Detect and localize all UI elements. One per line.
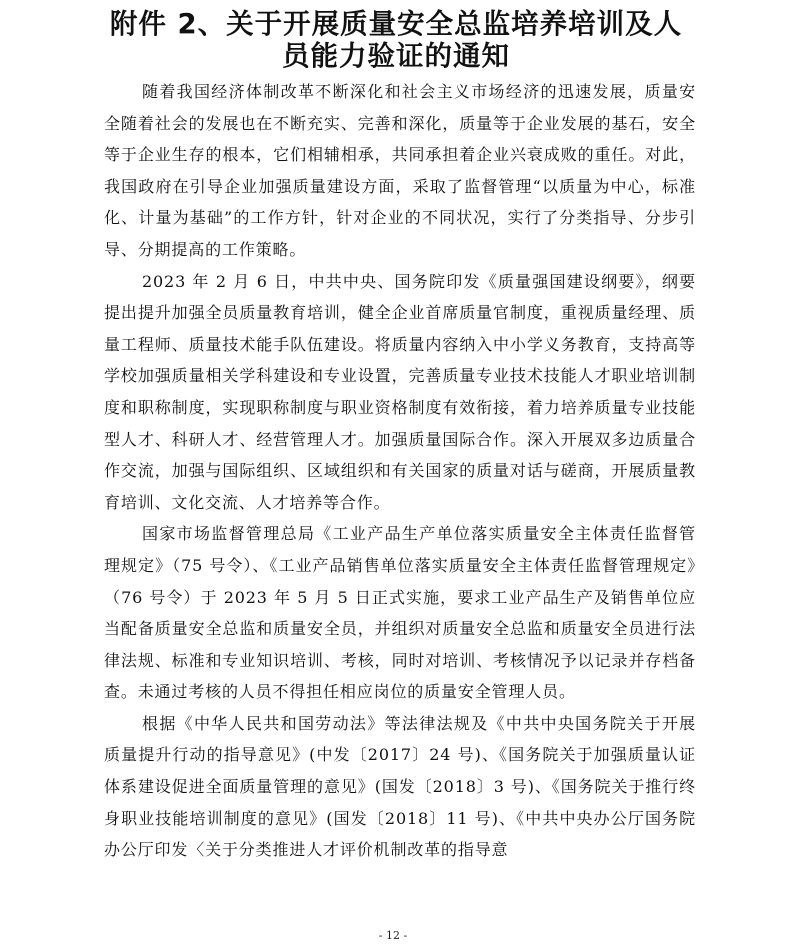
paragraph-regulations: 国家市场监督管理总局《工业产品生产单位落实质量安全主体责任监督管理规定》（75 号令）、《工业产品销售单位落实质量安全主体责任监督管理规定》（76 号令）于 2023 年 5 月 5 日正式实施，要求工业产品生产及销售单位应当配备质量安全总监和质量安全员，并组织对质量安全总监和质量安全员进行法律法规、标准和专业知识培训、考核，同时对培训、考核情况予以记录并存档备查。未通过考核的人员不得担任相应岗位的质量安全管理人员。	[104, 524, 696, 702]
document-body	[104, 76, 696, 866]
paragraph-intro: 随着我国经济体制改革不断深化和社会主义市场经济的迅速发展，质量安全随着社会的发展也在不断充实、完善和深化，质量等于企业发展的基石，安全等于企业生存的根本，它们相辅相承，共同承担着企业兴衰成败的重任。对此，我国政府在引导企业加强质量建设方面，采取了监督管理“以质量为中心，标准化、计量为基础”的工作方针，针对企业的不同状况，实行了分类指导、分步引导、分期提高的工作策略。	[104, 82, 696, 259]
document-title: 附件 2、关于开展质量安全总监培养培训及人员能力验证的通知	[109, 8, 683, 72]
paragraph-quality-outline: 2023 年 2 月 6 日，中共中央、国务院印发《质量强国建设纲要》，纲要提出提升加强全员质量教育培训，健全企业首席质量官制度，重视质量经理、质量工程师、质量技术能手队伍建设。将质量内容纳入中小学义务教育，支持高等学校加强质量相关学科建设和专业设置，完善质量专业技术技能人才职业培训制度和职称制度，实现职称制度与职业资格制度有效衔接，着力培养质量专业技能型人才、科研人才、经营管理人才。加强质量国际合作。深入开展双多边质量合作交流，加强与国际组织、区域组织和有关国家的质量对话与磋商，开展质量教育培训、文化交流、人才培养等合作。	[104, 271, 696, 512]
paragraph-legal-basis: 根据《中华人民共和国劳动法》等法律法规及《中共中央国务院关于开展质量提升行动的指导意见》(中发〔2017〕24 号)、《国务院关于加强质量认证体系建设促进全面质量管理的意见》(国发〔2018〕3 号)、《国务院关于推行终身职业技能培训制度的意见》(国发〔2018〕11 号)、《中共中央办公厅国务院办公厅印发〈关于分类推进人才评价机制改革的指导意	[104, 713, 696, 860]
page-number: - 12 -	[378, 929, 408, 942]
